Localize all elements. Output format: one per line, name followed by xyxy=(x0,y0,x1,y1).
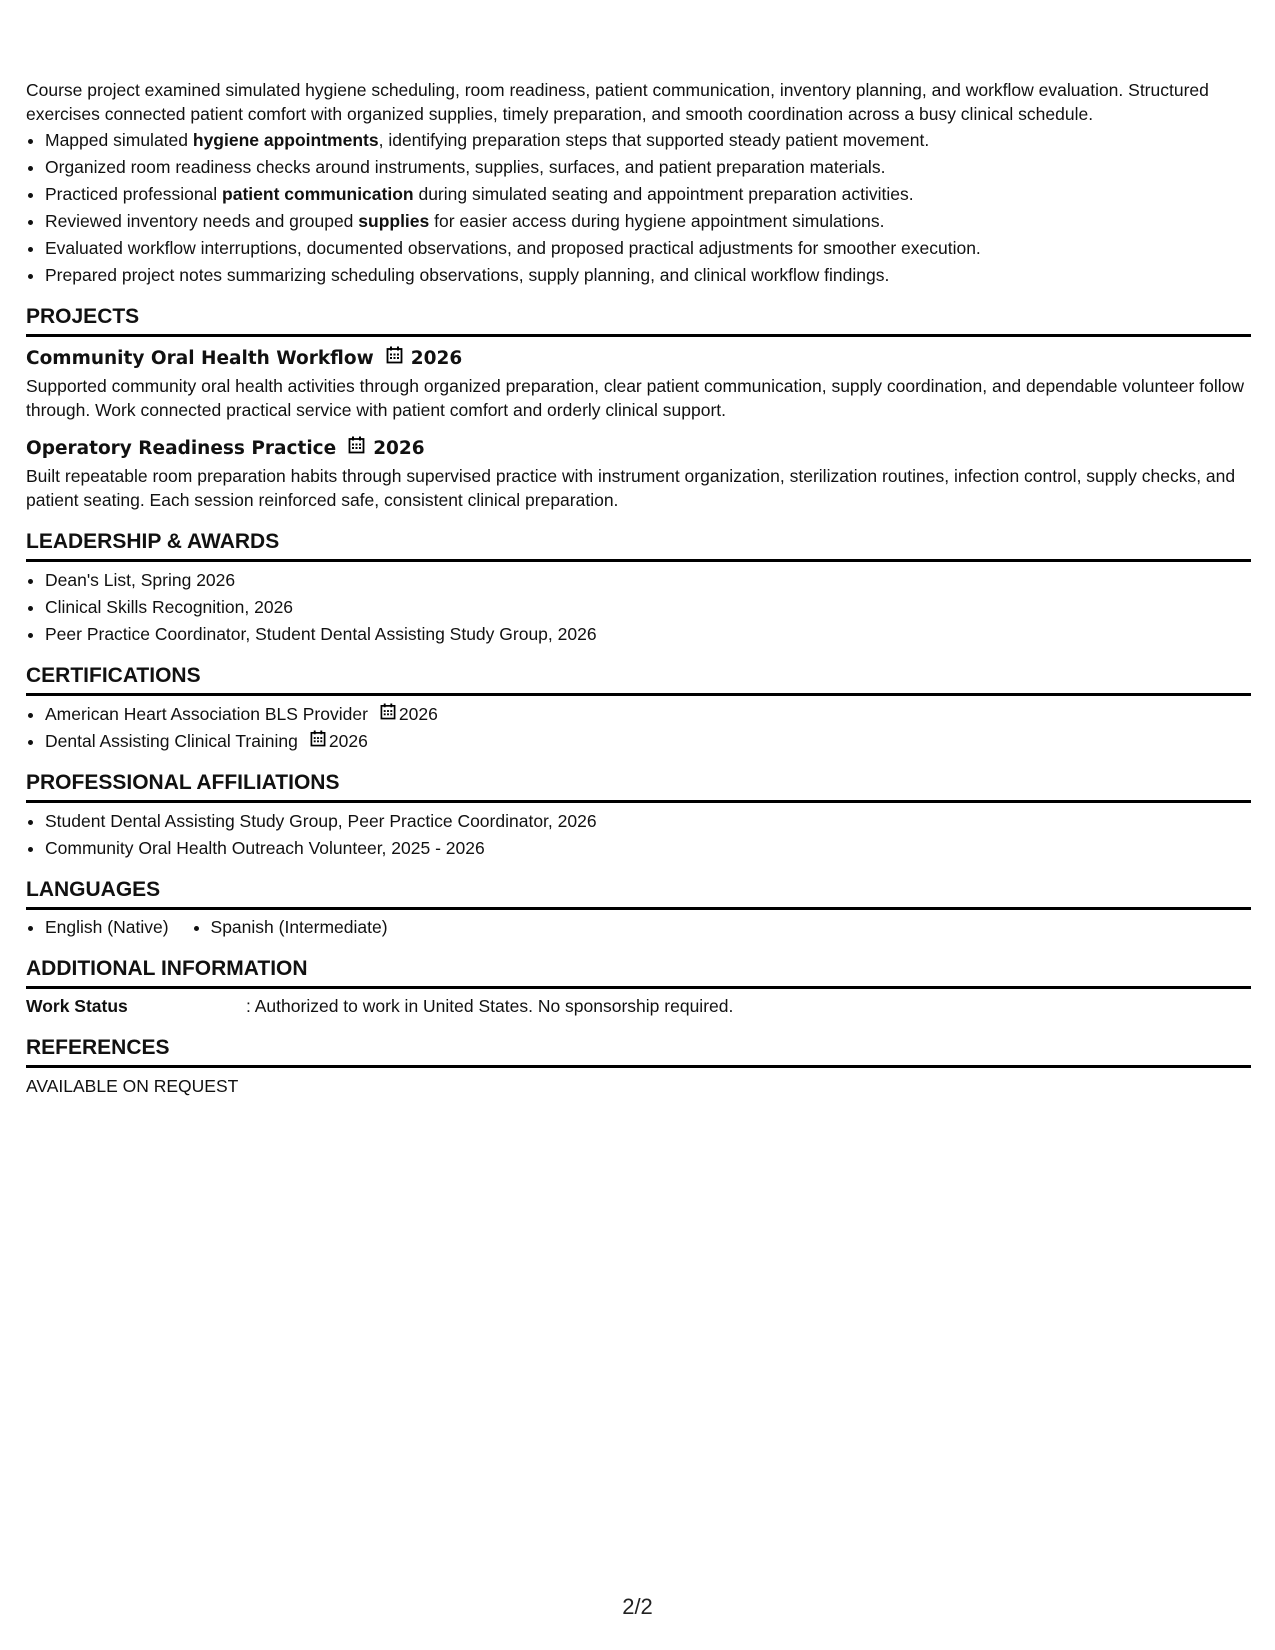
project-year: 2026 xyxy=(410,347,463,369)
list-item xyxy=(45,729,1251,753)
course-project-bullets xyxy=(26,128,1251,287)
additional-section xyxy=(26,956,1251,1018)
certification-year: 2026 xyxy=(328,731,368,751)
project-description: Supported community oral health activities through organized preparation, clear patient communication, supply coordination, and dependable volunteer follow through. Work connected practical service with patient comfort and orderly clinical support. xyxy=(26,376,1244,420)
certification-name: • Dental Assisting Clinical Training xyxy=(45,731,298,751)
certifications-section xyxy=(26,663,1251,753)
project-name: Operatory Readiness Practice xyxy=(26,437,337,459)
project-description: Built repeatable room preparation habits through supervised practice with instrument organization, sterilization routines, infection control, supply checks, and patient seating. Each session reinforced safe, consistent clinical preparation. xyxy=(26,466,1236,510)
list-item: • Clinical Skills Recognition, 2026 xyxy=(45,595,1251,619)
section-heading-leadership: LEADERSHIP & AWARDS xyxy=(26,529,1251,562)
list-item: • English (Native) xyxy=(45,915,169,939)
list-item: • Evaluated workflow interruptions, documented observations, and proposed practical adjustments for smoother execution. xyxy=(45,236,1251,260)
list-item: • Prepared project notes summarizing scheduling observations, supply planning, and clinical workflow findings. xyxy=(45,263,1251,287)
work-status-value: : Authorized to work in United States. No sponsorship required. xyxy=(246,996,734,1016)
affiliations-list xyxy=(26,809,1251,860)
page-number: 2/2 xyxy=(622,1594,653,1619)
project-title xyxy=(26,346,1251,371)
project-name: Community Oral Health Workflow xyxy=(26,347,374,369)
leadership-section xyxy=(26,529,1251,646)
certification-name: • American Heart Association BLS Provider xyxy=(45,704,368,724)
certifications-list xyxy=(26,702,1251,753)
references-text: AVAILABLE ON REQUEST xyxy=(26,1076,239,1096)
section-heading-projects: PROJECTS xyxy=(26,304,1251,337)
list-item: • Community Oral Health Outreach Volunteer, 2025 - 2026 xyxy=(45,836,1251,860)
list-item: • Mapped simulated hygiene appointments, identifying preparation steps that supported steady patient movement. xyxy=(45,128,1251,152)
calendar-icon xyxy=(386,346,403,371)
course-project-intro: Course project examined simulated hygiene scheduling, room readiness, patient communication, inventory planning, and workflow evaluation. Structured exercises connected patient comfort with organized supplies, timely preparation, and smooth coordination across a busy clinical schedule. xyxy=(26,80,1209,124)
leadership-list xyxy=(26,568,1251,646)
list-item: • Dean's List, Spring 2026 xyxy=(45,568,1251,592)
certification-year: 2026 xyxy=(398,704,438,724)
calendar-icon xyxy=(348,436,365,461)
languages-section xyxy=(26,877,1251,939)
resume-page xyxy=(26,78,1251,1098)
calendar-icon xyxy=(310,729,326,753)
section-heading-references: REFERENCES xyxy=(26,1035,1251,1068)
list-item: • Student Dental Assisting Study Group, Peer Practice Coordinator, 2026 xyxy=(45,809,1251,833)
section-heading-languages: LANGUAGES xyxy=(26,877,1251,910)
list-item: • Peer Practice Coordinator, Student Dental Assisting Study Group, 2026 xyxy=(45,622,1251,646)
affiliations-section xyxy=(26,770,1251,860)
section-heading-certifications: CERTIFICATIONS xyxy=(26,663,1251,696)
list-item: • Practiced professional patient communication during simulated seating and appointment preparation activities. xyxy=(45,182,1251,206)
project-title xyxy=(26,436,1251,461)
references-section xyxy=(26,1035,1251,1098)
project-year: 2026 xyxy=(373,437,425,459)
list-item: • Organized room readiness checks around instruments, supplies, surfaces, and patient preparation materials. xyxy=(45,155,1251,179)
projects-section xyxy=(26,304,1251,512)
section-heading-affiliations: PROFESSIONAL AFFILIATIONS xyxy=(26,770,1251,803)
list-item: • Reviewed inventory needs and grouped supplies for easier access during hygiene appointment simulations. xyxy=(45,209,1251,233)
work-status-row xyxy=(26,994,1251,1018)
calendar-icon xyxy=(380,702,396,726)
work-status-label: Work Status xyxy=(26,996,128,1016)
list-item xyxy=(45,702,1251,726)
languages-list xyxy=(26,915,1251,939)
list-item: • Spanish (Intermediate) xyxy=(211,915,388,939)
section-heading-additional: ADDITIONAL INFORMATION xyxy=(26,956,1251,989)
